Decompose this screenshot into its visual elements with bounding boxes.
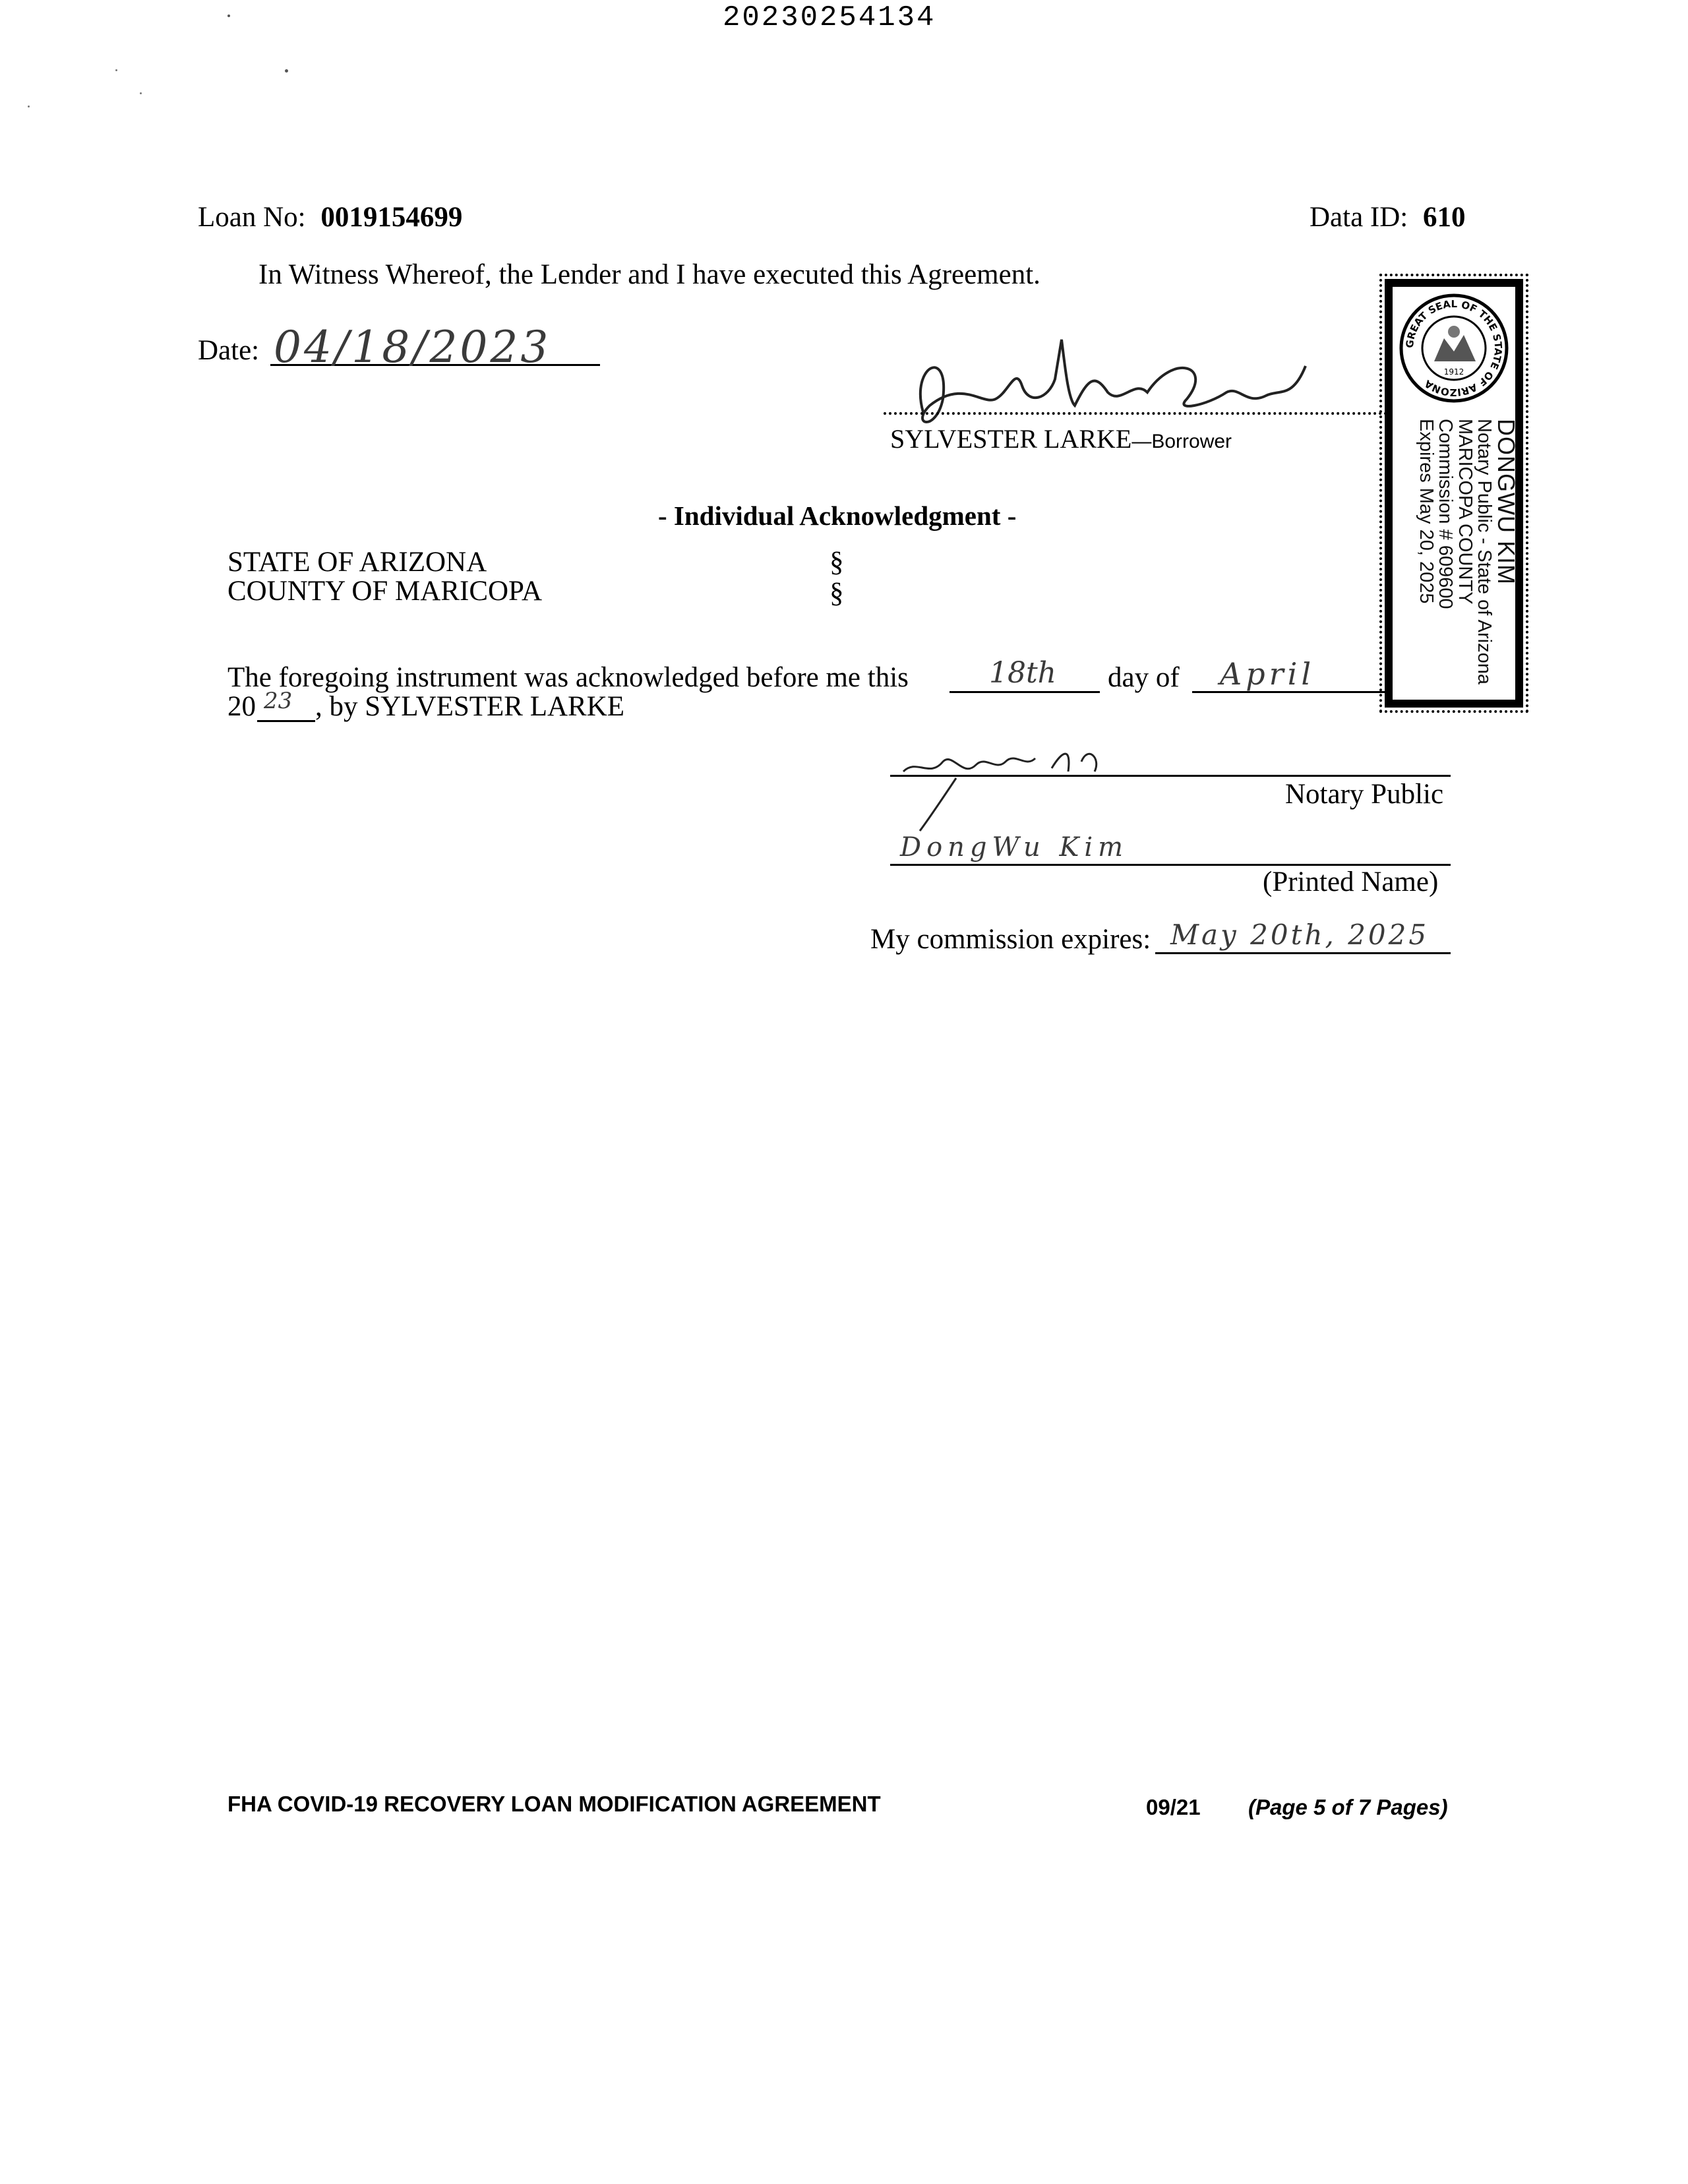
commission-underline: [1155, 952, 1451, 954]
state-name: STATE OF ARIZONA: [227, 547, 487, 578]
recording-number: 20230254134: [723, 1, 936, 34]
stamp-line-4: Expires May 20, 2025: [1415, 419, 1437, 604]
loan-number-line: [198, 201, 462, 233]
county-name: COUNTY OF MARICOPA: [227, 576, 543, 607]
acknowledgment-title: - Individual Acknowledgment -: [658, 501, 1017, 531]
month-handwritten: April: [1220, 656, 1315, 692]
notary-signature: [890, 732, 1154, 837]
form-date: 09/21: [1146, 1795, 1201, 1819]
borrower-signature-line: [884, 412, 1398, 415]
borrower-name: [890, 423, 1232, 454]
year-underline: [257, 720, 315, 722]
notary-signature-line: [890, 775, 1451, 777]
witness-text: In Witness Whereof, the Lender and I have executed this Agreement.: [258, 259, 1040, 290]
stamp-line-3: Commission # 609600: [1435, 419, 1457, 609]
day-underline: [950, 691, 1100, 693]
date-label: Date:: [198, 335, 260, 366]
commission-label: My commission expires:: [870, 924, 1151, 955]
acknowledgment-sentence: The foregoing instrument was acknowledged before me this: [227, 662, 909, 693]
notary-stamp-text: [1416, 419, 1518, 684]
stamp-line-2: MARICOPA COUNTY: [1454, 419, 1476, 605]
borrower-role: —Borrower: [1131, 431, 1232, 452]
data-id-line: [1310, 201, 1466, 233]
year-handwritten: 23: [264, 688, 293, 714]
notary-stamp: [1385, 279, 1523, 708]
borrower-name-text: SYLVESTER LARKE: [890, 424, 1132, 454]
notary-title: Notary Public: [1285, 779, 1444, 810]
scan-speck: [140, 92, 142, 94]
date-handwritten: 04/18/2023: [274, 322, 551, 373]
scan-speck: [28, 106, 30, 107]
data-id-label: Data ID:: [1310, 202, 1408, 233]
loan-number-label: Loan No:: [198, 202, 306, 233]
acknowledged-by: , by SYLVESTER LARKE: [315, 691, 625, 722]
scan-speck: [227, 15, 230, 17]
state-section-symbol: §: [829, 547, 844, 578]
notary-printed-name-handwritten: DongWu Kim: [900, 832, 1129, 863]
scan-speck: [115, 69, 117, 71]
loan-number: 0019154699: [320, 202, 463, 233]
county-section-symbol: §: [829, 578, 844, 609]
data-id: 610: [1423, 202, 1466, 233]
day-of-text: day of: [1108, 662, 1180, 693]
arizona-seal-icon: [1398, 292, 1510, 404]
form-title: FHA COVID-19 RECOVERY LOAN MODIFICATION AGREEMENT: [227, 1792, 881, 1816]
scan-speck: [285, 69, 288, 73]
seal-year: 1912: [1443, 367, 1464, 377]
stamp-notary-name: DONGWU KIM: [1493, 419, 1520, 585]
seal-ring-text: GREAT SEAL OF THE STATE OF ARIZONA: [1403, 297, 1505, 399]
commission-handwritten: May 20th, 2025: [1170, 919, 1430, 951]
svg-text:GREAT SEAL OF THE STATE OF ARI: [1404, 298, 1505, 398]
page-info: (Page 5 of 7 Pages): [1248, 1795, 1448, 1819]
day-handwritten: 18th: [989, 656, 1057, 690]
stamp-line-1: Notary Public - State of Arizona: [1474, 419, 1495, 684]
printed-name-label: (Printed Name): [1263, 866, 1439, 897]
year-prefix: 20: [227, 691, 256, 722]
